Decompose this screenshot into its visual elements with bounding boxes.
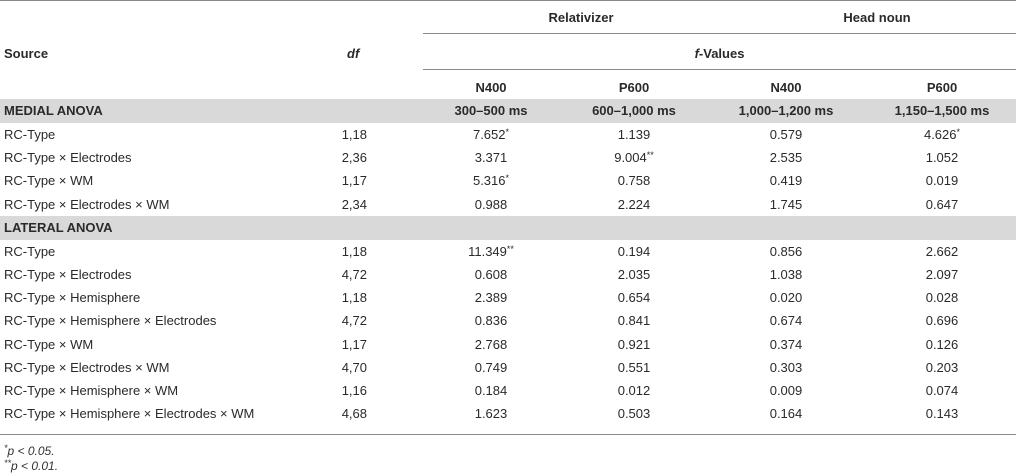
group-rule <box>423 33 1016 34</box>
row-f-value <box>716 383 856 398</box>
f-value: 0.836 <box>474 313 508 329</box>
f-value: 0.126 <box>925 336 959 352</box>
row-df: 4,70 <box>341 359 367 375</box>
f-value: 1.623 <box>474 406 508 422</box>
f-value: 0.143 <box>925 406 959 422</box>
f-value: 2.662 <box>925 243 959 259</box>
section-title: MEDIAL ANOVA <box>4 103 103 118</box>
time-window: 300–500 ms <box>454 103 528 118</box>
section-title: LATERAL ANOVA <box>4 219 113 235</box>
row-f-value <box>716 406 856 421</box>
row-f-value <box>716 360 856 375</box>
row-f-value <box>421 383 561 398</box>
f-value: 0.303 <box>769 359 803 375</box>
table-row <box>0 123 1016 146</box>
f-value: 0.579 <box>769 127 803 142</box>
row-f-value <box>421 406 561 421</box>
row-f-value <box>716 290 856 305</box>
row-f-value <box>564 406 704 421</box>
row-df: 1,18 <box>341 243 367 259</box>
f-value: 0.988 <box>474 196 508 212</box>
col-header-rel-n400: N400 <box>475 80 507 95</box>
row-f-value <box>872 290 1012 305</box>
row-df: 4,72 <box>341 267 367 282</box>
row-f-value <box>716 150 856 165</box>
f-value: 0.841 <box>617 313 651 329</box>
f-value: 0.551 <box>617 359 651 375</box>
row-f-value <box>564 150 704 165</box>
f-value: 2.535 <box>769 150 803 166</box>
row-f-value <box>564 127 704 142</box>
df-header: df <box>347 46 360 61</box>
footnote-1 <box>4 443 55 458</box>
row-source: RC-Type × Hemisphere × Electrodes <box>4 313 217 329</box>
f-value: 0.647 <box>925 196 959 212</box>
f-value: 4.626 <box>923 127 957 142</box>
time-window: 1,000–1,200 ms <box>738 103 834 118</box>
f-value: 0.164 <box>769 406 803 422</box>
row-df: 2,36 <box>341 150 367 166</box>
row-f-value <box>872 244 1012 259</box>
f-value: 0.374 <box>769 336 803 352</box>
row-f-value <box>421 244 561 259</box>
f-value: 0.608 <box>474 267 508 282</box>
f-value: 1.052 <box>925 150 959 166</box>
row-f-value <box>872 383 1012 398</box>
table-row <box>0 309 1016 332</box>
f-value: 0.028 <box>925 290 959 306</box>
table-top-rule <box>0 0 1016 1</box>
row-f-value <box>421 267 561 282</box>
row-f-value <box>872 127 1012 142</box>
table-row <box>0 169 1016 192</box>
row-f-value <box>421 197 561 212</box>
footnote-2-mark: ** <box>4 458 12 468</box>
row-f-value <box>421 127 561 142</box>
f-value: 5.316 <box>472 173 506 189</box>
row-f-value <box>716 197 856 212</box>
row-source: RC-Type <box>4 243 56 259</box>
source-header: Source <box>4 46 49 61</box>
row-f-value <box>421 290 561 305</box>
row-f-value <box>421 360 561 375</box>
row-f-value <box>716 244 856 259</box>
f-value: 0.009 <box>769 383 803 398</box>
table-row <box>0 263 1016 286</box>
section-header <box>0 99 1016 123</box>
f-value: 0.203 <box>925 359 959 375</box>
row-f-value <box>564 360 704 375</box>
f-value: 0.696 <box>925 313 959 329</box>
table-row <box>0 146 1016 169</box>
f-value: 0.503 <box>617 406 651 422</box>
row-f-value <box>872 197 1012 212</box>
f-value: 2.224 <box>617 196 651 212</box>
f-value: 0.674 <box>769 313 803 329</box>
f-value: 11.349 <box>468 243 507 259</box>
f-value: 0.419 <box>769 173 803 189</box>
row-f-value <box>872 267 1012 282</box>
row-f-value <box>716 127 856 142</box>
row-f-value <box>872 406 1012 421</box>
table-row <box>0 193 1016 216</box>
f-value: 0.758 <box>617 173 651 189</box>
head-noun-header: Head noun <box>843 10 911 25</box>
f-value: 0.654 <box>617 290 651 306</box>
significance-mark: * <box>505 127 510 137</box>
row-f-value <box>872 313 1012 328</box>
col-header-head-n400: N400 <box>770 80 802 95</box>
row-df: 4,72 <box>341 313 367 329</box>
significance-mark: ** <box>646 150 654 161</box>
row-f-value <box>872 150 1012 165</box>
row-f-value <box>564 337 704 352</box>
f-value: 0.749 <box>474 359 508 375</box>
row-f-value <box>716 173 856 188</box>
row-source: RC-Type × Electrodes <box>4 150 132 166</box>
row-f-value <box>564 197 704 212</box>
significance-mark: ** <box>506 243 514 254</box>
f-value: 0.921 <box>617 336 651 352</box>
time-window: 1,150–1,500 ms <box>894 103 990 118</box>
f-value: 2.097 <box>925 267 959 282</box>
row-f-value <box>564 383 704 398</box>
row-source: RC-Type × Electrodes × WM <box>4 359 170 375</box>
row-source: RC-Type × Electrodes × WM <box>4 196 170 212</box>
f-value: 0.074 <box>925 383 959 398</box>
row-source: RC-Type × Hemisphere <box>4 290 141 306</box>
row-df: 4,68 <box>341 406 367 422</box>
table-bottom-rule <box>0 434 1016 435</box>
time-window: 600–1,000 ms <box>592 103 676 118</box>
row-df: 1,18 <box>341 127 367 142</box>
col-header-rel-p600: P600 <box>618 80 650 95</box>
row-f-value <box>872 337 1012 352</box>
row-source: RC-Type × WM <box>4 336 94 352</box>
f-value: 1.745 <box>769 196 803 212</box>
row-f-value <box>421 150 561 165</box>
row-f-value <box>564 244 704 259</box>
f-value: 0.184 <box>474 383 508 398</box>
row-f-value <box>421 337 561 352</box>
f-value: 0.019 <box>925 173 959 189</box>
row-f-value <box>716 337 856 352</box>
footnote-1-text: p < 0.05. <box>7 444 55 458</box>
row-df: 2,34 <box>341 196 367 212</box>
row-f-value <box>564 267 704 282</box>
f-value: 1.038 <box>769 267 803 282</box>
f-value: 0.020 <box>769 290 803 306</box>
table-row <box>0 240 1016 263</box>
f-values-rule <box>423 69 1016 70</box>
table-row <box>0 356 1016 379</box>
row-source: RC-Type × Hemisphere × WM <box>4 383 179 398</box>
footnote-1-mark: * <box>4 443 8 453</box>
row-f-value <box>564 173 704 188</box>
row-f-value <box>872 360 1012 375</box>
f-value: 0.856 <box>769 243 803 259</box>
relativizer-header: Relativizer <box>548 10 614 25</box>
col-header-head-p600: P600 <box>926 80 958 95</box>
row-f-value <box>716 267 856 282</box>
footnote-2-text: p < 0.01. <box>11 459 59 473</box>
row-df: 1,17 <box>341 173 367 189</box>
row-f-value <box>564 313 704 328</box>
f-value: 1.139 <box>617 127 651 142</box>
f-value: 2.768 <box>474 336 508 352</box>
row-source: RC-Type × Electrodes <box>4 267 132 282</box>
row-f-value <box>716 313 856 328</box>
row-source: RC-Type × Hemisphere × Electrodes × WM <box>4 406 255 422</box>
table-row <box>0 379 1016 402</box>
row-df: 1,17 <box>341 336 367 352</box>
row-f-value <box>564 290 704 305</box>
significance-mark: * <box>956 127 961 137</box>
table-row <box>0 402 1016 425</box>
footnote-2 <box>4 458 58 473</box>
row-f-value <box>421 173 561 188</box>
f-value: 2.389 <box>474 290 508 306</box>
f-value: 3.371 <box>474 150 508 166</box>
f-values-header: f-Values <box>694 46 745 61</box>
table-row <box>0 286 1016 309</box>
f-value: 0.012 <box>617 383 651 398</box>
row-f-value <box>421 313 561 328</box>
f-value: 9.004 <box>614 150 647 166</box>
significance-mark: * <box>505 173 510 184</box>
row-df: 1,18 <box>341 290 367 306</box>
f-value: 7.652 <box>472 127 506 142</box>
row-source: RC-Type × WM <box>4 173 94 189</box>
section-header <box>0 216 1016 240</box>
f-value: 0.194 <box>617 243 651 259</box>
row-df: 1,16 <box>341 383 367 398</box>
row-source: RC-Type <box>4 127 56 142</box>
row-f-value <box>872 173 1012 188</box>
f-value: 2.035 <box>617 267 651 282</box>
table-row <box>0 333 1016 356</box>
